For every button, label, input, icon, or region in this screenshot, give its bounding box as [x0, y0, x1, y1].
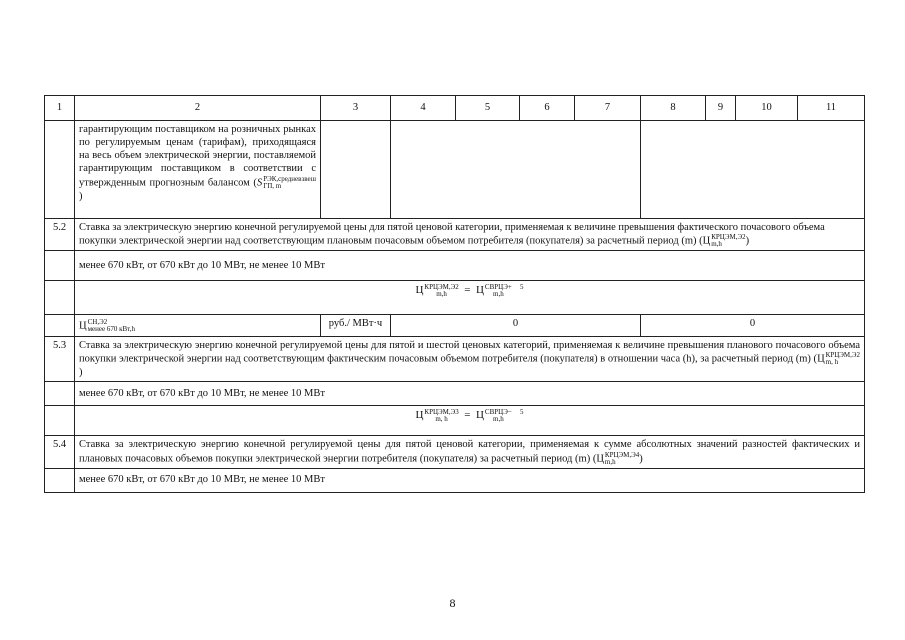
section-5-2-range-row [45, 251, 865, 281]
col-header: 7 [575, 96, 641, 121]
page-number: 8 [449, 596, 456, 610]
formula: Ц КРЦЭМ,Э3 m, h = Ц СВРЦЭ− m,h $^5$ [75, 406, 865, 436]
section-title: Ставка за электрическую энергию конечной регулируемой цены для пятой и шестой ценовых категорий, применяемая к величине превышения планового почасового объема покупки электрической энергии над соответствующим фактическим почасовым объемом потребителя (покупателя) в отношении часа (h), за расчетный период (m) (Ц КРЦЭМ,Э2 m, h ) [75, 337, 865, 382]
col-header: 9 [706, 96, 736, 121]
section-5-2-title-row [45, 219, 865, 251]
col-header: 8 [641, 96, 706, 121]
continuation-text: гарантирующим поставщиком на розничных рынках по регулируемым ценам (тарифам), приходящаяся на весь объем электрической энергии, поставляемой гарантирующим поставщиком в соответствии с утвержденным прогнозным балансом (S РЭК,средневзвеш ГП, m ) [75, 121, 321, 219]
value-cell: 0 [641, 315, 865, 337]
section-5-3-formula-row [45, 406, 865, 436]
section-title: Ставка за электрическую энергию конечной регулируемой цены для пятой ценовой категории, применяемая к величине превышения фактического почасового объема покупки электрической энергии над соответствующим плановым почасовым объемом потребителя (покупателя) за расчетный период (m) (Ц КРЦЭМ,Э2 m,h ) [75, 219, 865, 251]
section-5-3-title-row [45, 337, 865, 382]
capacity-range: менее 670 кВт, от 670 кВт до 10 МВт, не менее 10 МВт [75, 468, 865, 492]
col-header: 11 [798, 96, 865, 121]
col-header: 5 [456, 96, 520, 121]
capacity-range: менее 670 кВт, от 670 кВт до 10 МВт, не менее 10 МВт [75, 251, 865, 281]
col-header: 10 [736, 96, 798, 121]
section-5-2-value-row [45, 315, 865, 337]
section-5-4-title-row [45, 436, 865, 468]
section-5-4-range-row [45, 468, 865, 492]
subscript-symbol: Ц СН,Э2 менее 670 кВт,h [75, 315, 321, 337]
section-number: 5.4 [45, 436, 75, 468]
col-header: 1 [45, 96, 75, 121]
section-5-2-formula-row [45, 281, 865, 315]
formula: Ц КРЦЭМ,Э2 m,h = Ц СВРЦЭ+ m,h $^5$ [75, 281, 865, 315]
section-number: 5.2 [45, 219, 75, 251]
col-header: 3 [321, 96, 391, 121]
capacity-range: менее 670 кВт, от 670 кВт до 10 МВт, не менее 10 МВт [75, 382, 865, 406]
col-header: 4 [391, 96, 456, 121]
tariff-table [44, 95, 865, 493]
col-header: 2 [75, 96, 321, 121]
section-5-3-range-row [45, 382, 865, 406]
section-number: 5.3 [45, 337, 75, 382]
continuation-row [45, 121, 865, 219]
section-title: Ставка за электрическую энергию конечной регулируемой цены для пятой ценовой категории, применяемая к сумме абсолютных значений разностей фактических и плановых почасовых объемов покупки электрической энергии потребителя (покупателя) за расчетный период (m) (Ц КРЦЭМ,Э4 m,h ) [75, 436, 865, 468]
col-header: 6 [520, 96, 575, 121]
value-cell: 0 [391, 315, 641, 337]
unit: руб./ МВт·ч [321, 315, 391, 337]
header-row [45, 96, 865, 121]
